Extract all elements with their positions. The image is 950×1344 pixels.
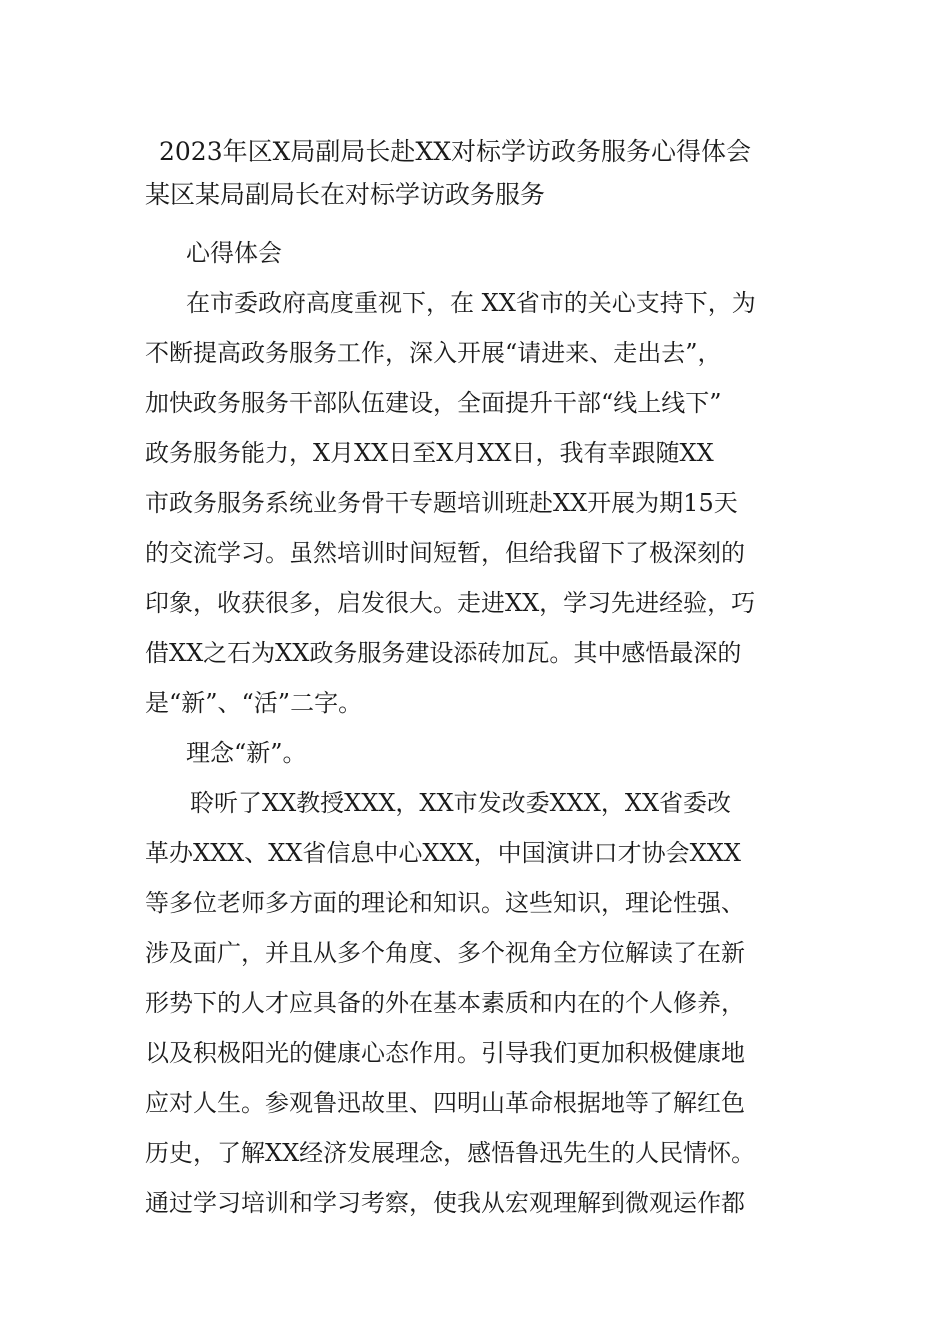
title-line-2: 某区某局副局长在对标学访政务服务 [145,180,546,209]
title-line-1: 2023年区X局副局长赴XX对标学访政务服务心得体会 [159,137,752,166]
text-line: 聆听了XX教授XXX，XX市发改委XXX，XX省委改 [190,789,732,817]
text-line: 借XX之石为XX政务服务建设添砖加瓦。其中感悟最深的 [145,639,742,667]
text-line: 市政务服务系统业务骨干专题培训班赴XX开展为期15天 [145,489,738,517]
document-body [145,228,825,1228]
text-line: 以及积极阳光的健康心态作用。引导我们更加积极健康地 [145,1039,745,1067]
text-line: 印象，收获很多，启发很大。走进XX，学习先进经验，巧 [145,589,756,617]
text-line: 历史，了解XX经济发展理念，感悟鲁迅先生的人民情怀。 [145,1139,756,1167]
text-line: 政务服务能力，X月XX日至X月XX日，我有幸跟随XX [145,439,714,467]
text-line: 不断提高政务服务工作，深入开展“请进来、走出去”， [145,339,722,367]
document-title [145,130,825,216]
text-line: 涉及面广，并且从多个角度、多个视角全方位解读了在新 [145,939,745,967]
text-line: 等多位老师多方面的理论和知识。这些知识，理论性强、 [145,889,745,917]
text-line: 革办XXX、XX省信息中心XXX，中国演讲口才协会XXX [145,839,741,867]
text-line: 在市委政府高度重视下，在 XX省市的关心支持下，为 [186,289,756,317]
section-heading: 理念“新”。 [186,739,307,767]
text-line: 加快政务服务干部队伍建设，全面提升干部“线上线下” [145,389,722,417]
text-line: 是“新”、“活”二字。 [145,689,363,717]
text-line: 通过学习培训和学习考察，使我从宏观理解到微观运作都 [145,1189,745,1217]
text-line: 的交流学习。虽然培训时间短暂，但给我留下了极深刻的 [145,539,745,567]
text-line: 心得体会 [186,239,282,267]
text-line: 应对人生。参观鲁迅故里、四明山革命根据地等了解红色 [145,1089,745,1117]
text-line: 形势下的人才应具备的外在基本素质和内在的个人修养， [145,989,745,1017]
